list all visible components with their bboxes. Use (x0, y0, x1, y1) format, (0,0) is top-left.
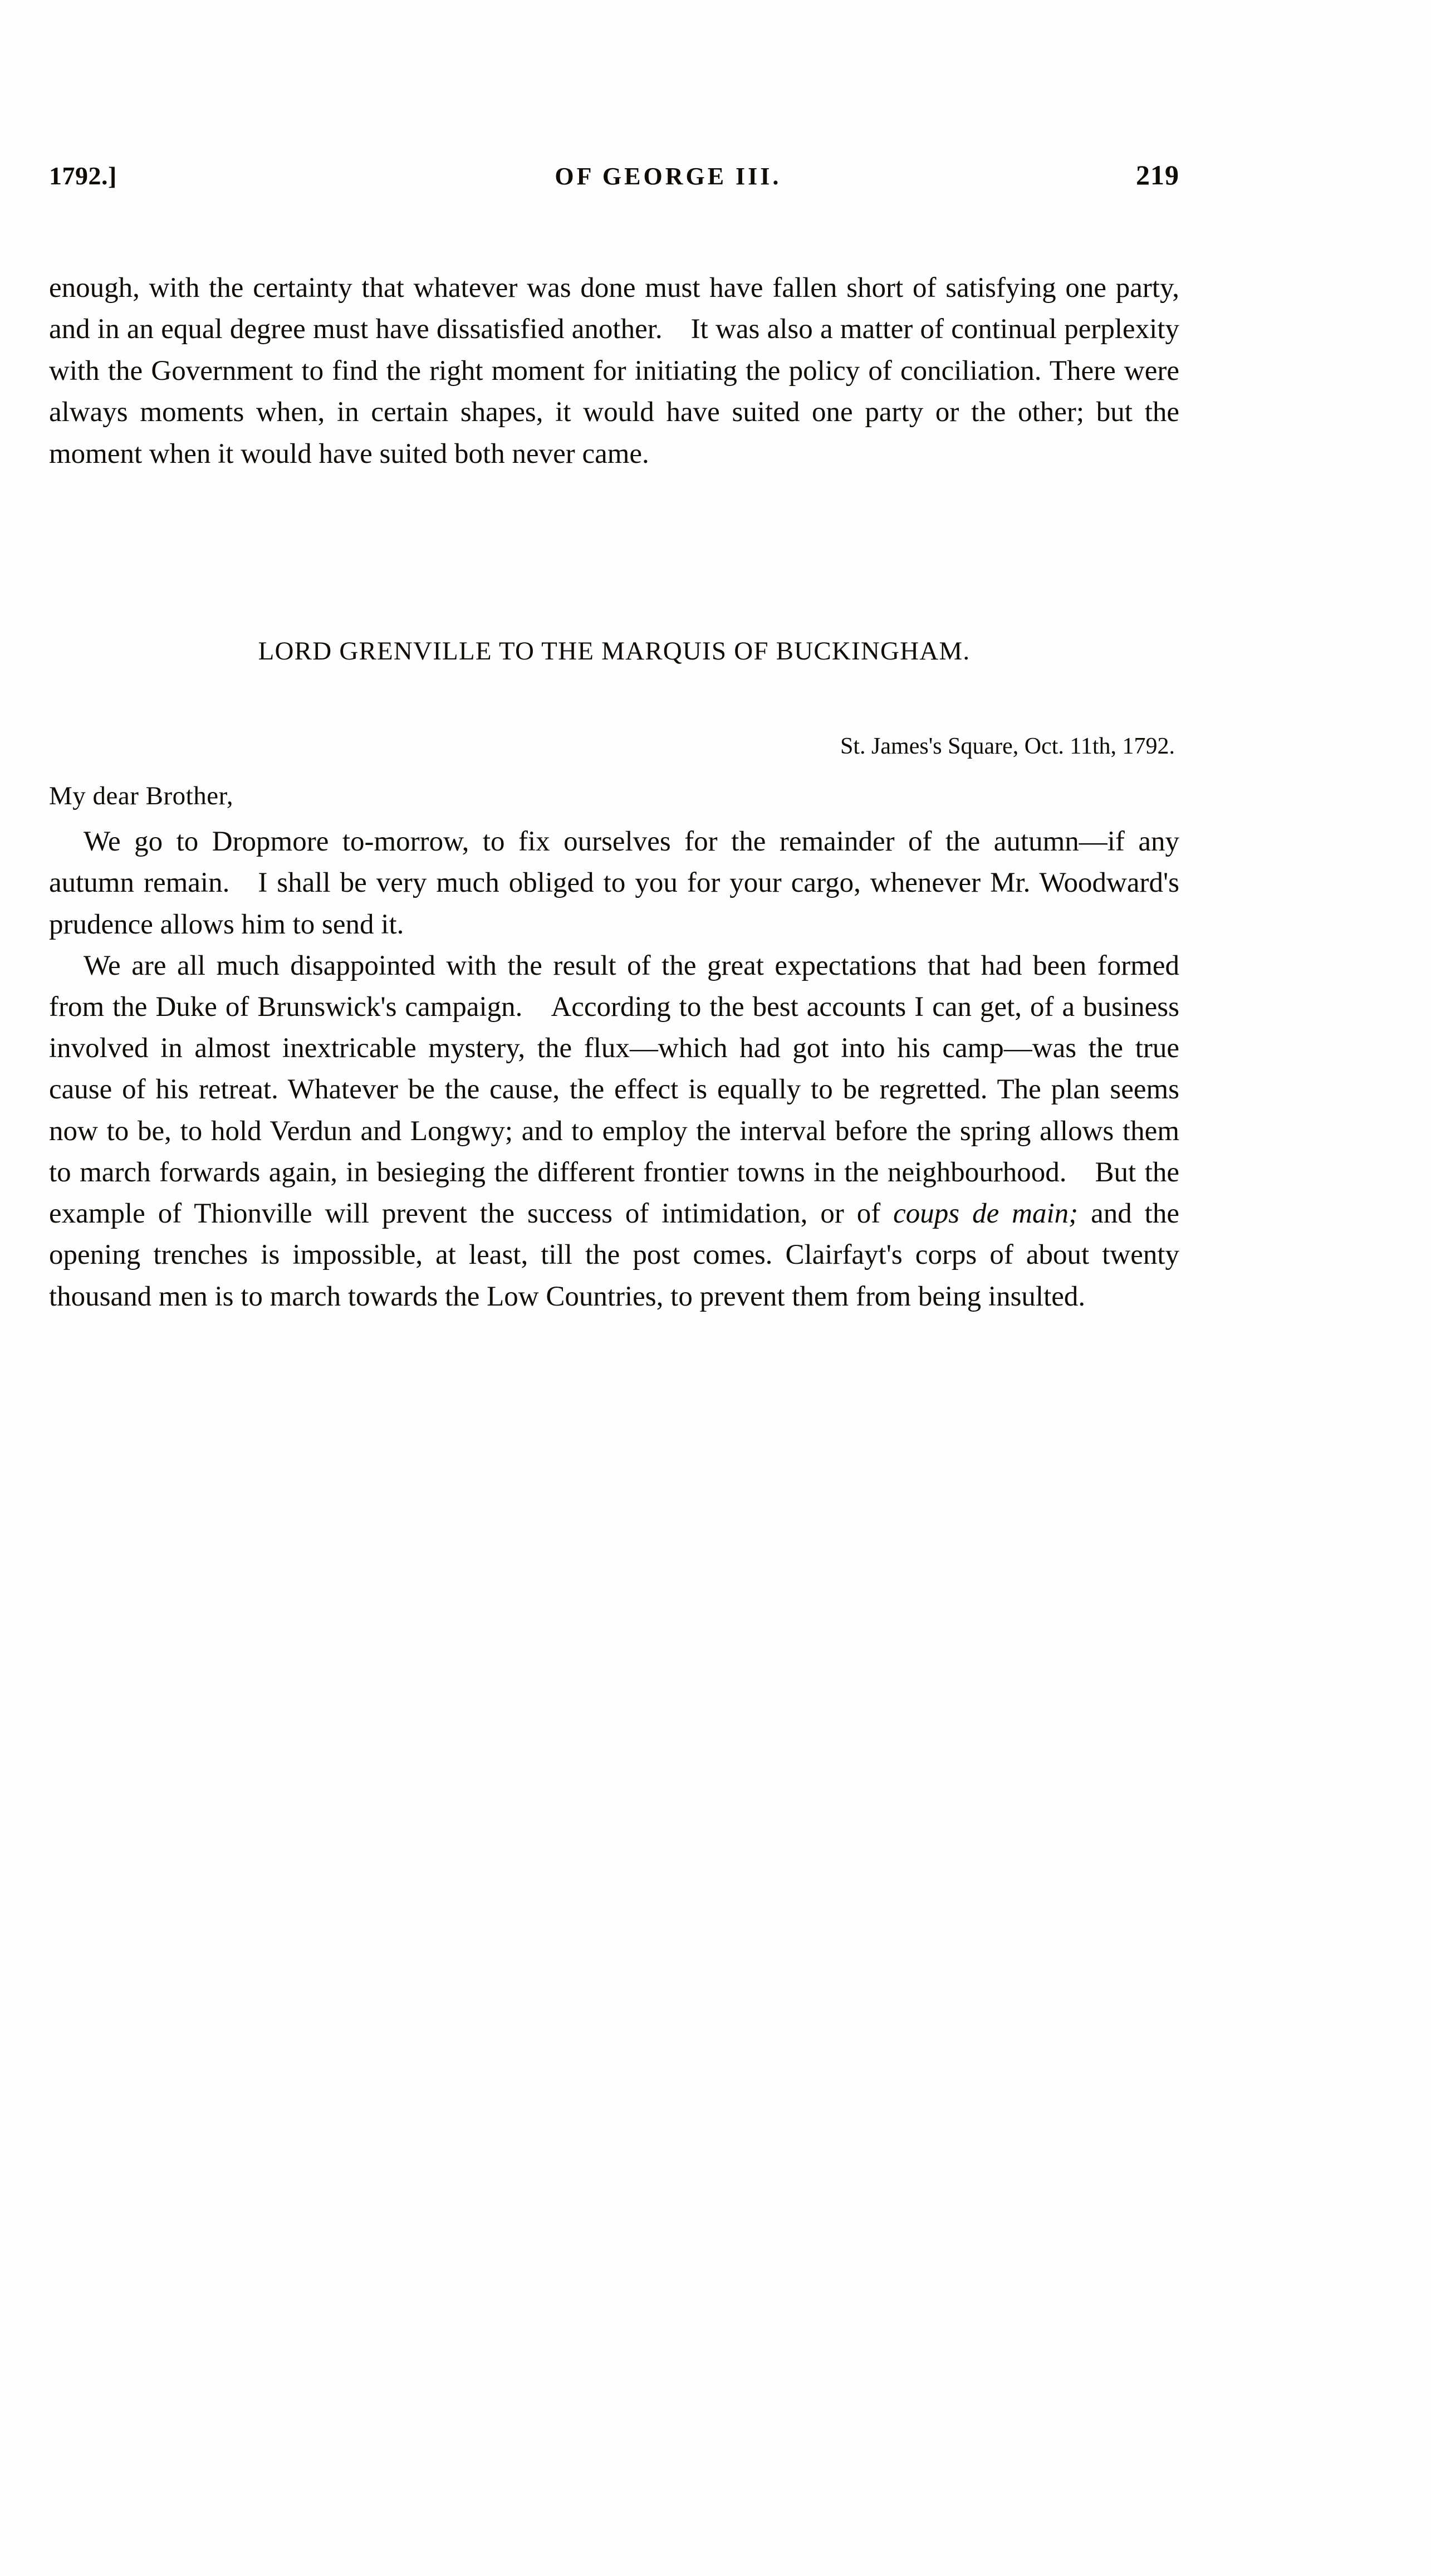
letter-body (49, 821, 1179, 1317)
running-head-title: OF GEORGE III. (555, 163, 782, 190)
running-head (49, 159, 1179, 226)
letter-paragraph-1: We go to Dropmore to-morrow, to fix ourselves for the remainder of the autumn—if any autumn remain. I shall be very much obliged to you for your cargo, whenever Mr. Woodward's prudence allows him to send it. (49, 826, 1179, 940)
page-number: 219 (1136, 159, 1179, 190)
letter-italic-phrase: coups de main; (893, 1198, 1079, 1230)
letter-heading: LORD GRENVILLE TO THE MARQUIS OF BUCKINGHAM. (258, 637, 971, 666)
continued-paragraph-block (49, 267, 1179, 475)
letter-paragraph-2-tail: and the opening trenches is impossible, at least, till the post comes. Clairfayt's corps of about twenty thousand men is to march towards the Low Countries, to prevent them from being insulted. (49, 1198, 1179, 1312)
letter-paragraph-2-head: We are all much disappointed with the result of the great expectations that had been formed from the Duke of Brunswick's campaign. According to the best accounts I can get, of a business involved in almost inextricable mystery, the flux—which had got into his camp—was the true cause of his retreat. Whatever be the cause, the effect is equally to be regretted. The plan seems now to be, to hold Verdun and Longwy; and to employ the interval before the spring allows them to march forwards again, in besieging the different frontier towns in the neighbourhood. But the example of Thionville will prevent the success of intimidation, or of (49, 950, 1179, 1230)
paragraph-continued: enough, with the certainty that whatever was done must have fallen short of satisfying one party, and in an equal degree must have dissatisfied another. It was also a matter of continual perplexity with the Government to find the right moment for initiating the policy of conciliation. There were always moments when, in certain shapes, it would have suited one party or the other; but the moment when it would have suited both never came. (49, 272, 1179, 470)
letter-salutation (49, 781, 1179, 811)
salutation-rest: Brother, (145, 781, 234, 811)
section-gap (49, 475, 1179, 636)
salutation-small-caps: My dear (49, 781, 139, 811)
letter-paragraph-2 (49, 945, 1179, 1317)
page-year-folio: 1792.] (49, 162, 117, 190)
letter-dateline: St. James's Square, Oct. 11th, 1792. (840, 734, 1175, 760)
page-content (49, 0, 1179, 1317)
